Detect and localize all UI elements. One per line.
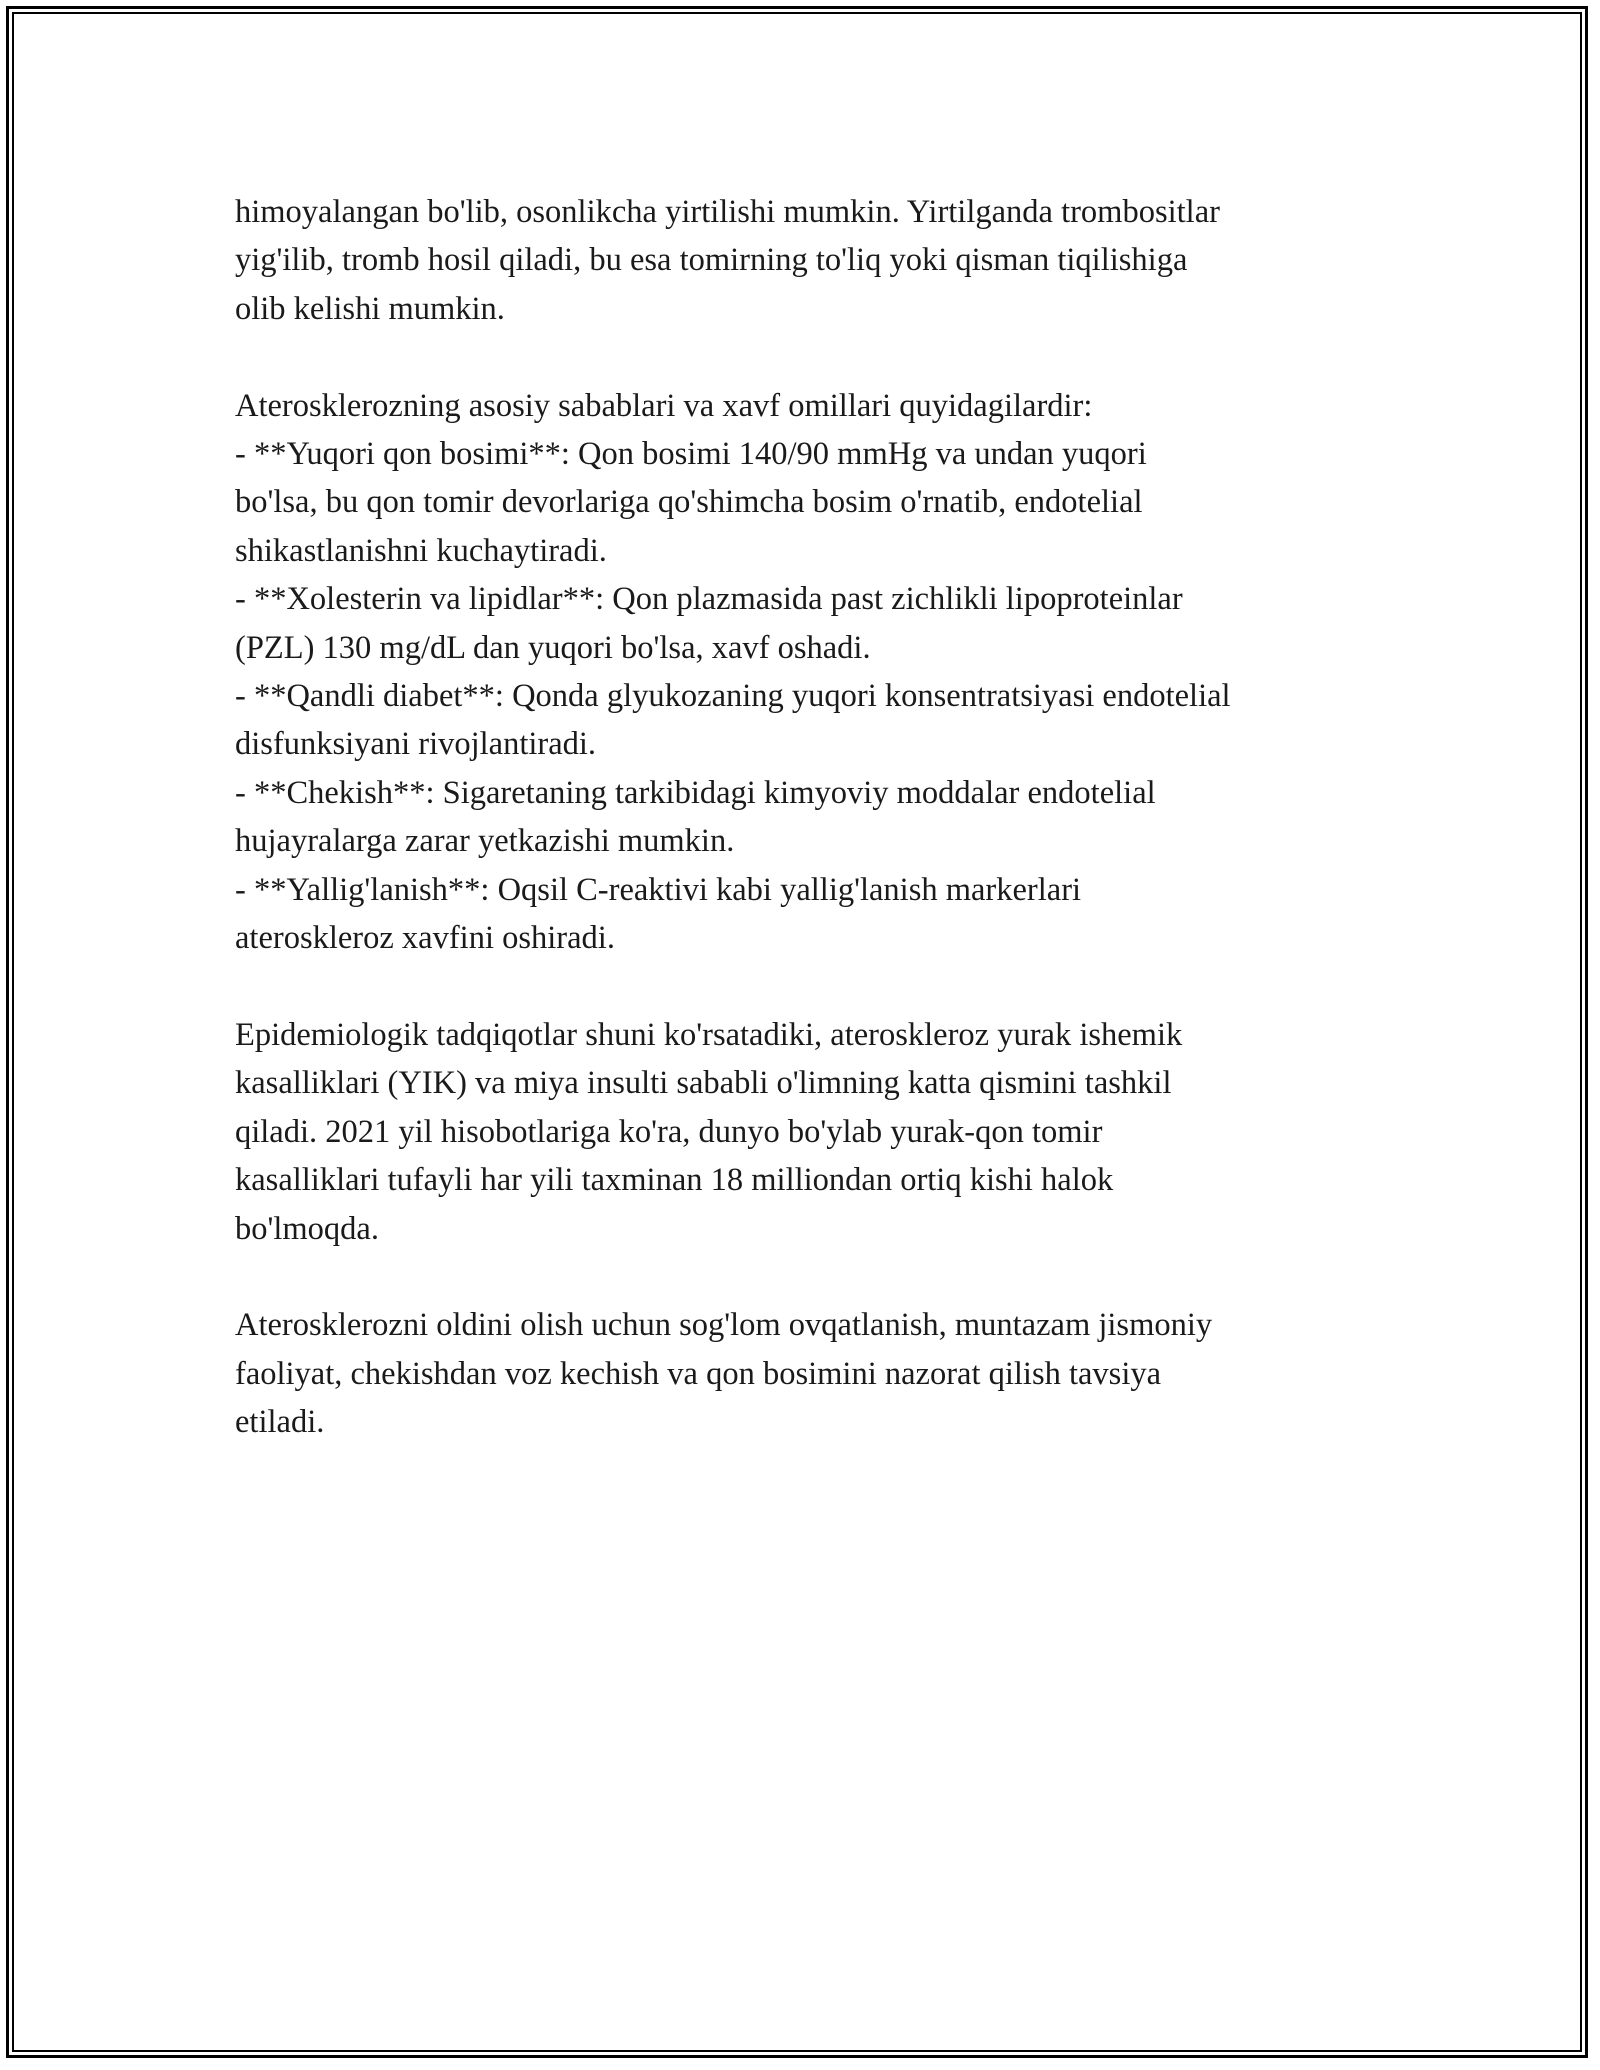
text-line: kasalliklari tufayli har yili taxminan 18 milliondan ortiq kishi halok [235,1162,1114,1199]
list-item-line: - **Yallig'lanish**: Oqsil C-reaktivi kabi yallig'lanish markerlari [235,871,1082,908]
text-line: qiladi. 2021 yil hisobotlariga ko'ra, dunyo bo'ylab yurak-qon tomir [235,1113,1103,1150]
blank-line [235,962,1375,1010]
list-item-line: - **Chekish**: Sigaretaning tarkibidagi kimyoviy moddalar endotelial [235,774,1156,811]
text-line: shikastlanishni kuchaytiradi. [235,532,607,569]
text-line: hujayralarga zarar yetkazishi mumkin. [235,823,735,860]
text-line: kasalliklari (YIK) va miya insulti sababli o'limning katta qismini tashkil [235,1065,1172,1102]
text-line: Epidemiologik tadqiqotlar shuni ko'rsatadiki, ateroskleroz yurak ishemik [235,1016,1183,1053]
document-body [235,188,1375,1447]
list-item-line: - **Qandli diabet**: Qonda glyukozaning yuqori konsentratsiyasi endotelial [235,678,1231,715]
text-line: bo'lsa, bu qon tomir devorlariga qo'shimcha bosim o'rnatib, endotelial [235,484,1143,521]
list-item-line: - **Xolesterin va lipidlar**: Qon plazmasida past zichlikli lipoproteinlar [235,581,1183,618]
text-line: bo'lmoqda. [235,1210,379,1247]
blank-line [235,1253,1375,1301]
text-line: faoliyat, chekishdan voz kechish va qon bosimini nazorat qilish tavsiya [235,1355,1162,1392]
text-line: etiladi. [235,1404,325,1441]
text-line: ateroskleroz xavfini oshiradi. [235,920,615,957]
blank-line [235,333,1375,381]
text-line: Aterosklerozning asosiy sabablari va xavf omillari quyidagilardir: [235,387,1093,424]
text-line: (PZL) 130 mg/dL dan yuqori bo'lsa, xavf oshadi. [235,629,871,666]
text-line: himoyalangan bo'lib, osonlikcha yirtilishi mumkin. Yirtilganda trombositlar [235,194,1220,230]
text-line: Aterosklerozni oldini olish uchun sog'lom ovqatlanish, muntazam jismoniy [235,1307,1213,1344]
text-line: disfunksiyani rivojlantiradi. [235,726,597,763]
text-line: olib kelishi mumkin. [235,290,505,327]
text-line: yig'ilib, tromb hosil qiladi, bu esa tomirning to'liq yoki qisman tiqilishiga [235,242,1188,279]
list-item-line: - **Yuqori qon bosimi**: Qon bosimi 140/90 mmHg va undan yuqori [235,436,1147,473]
